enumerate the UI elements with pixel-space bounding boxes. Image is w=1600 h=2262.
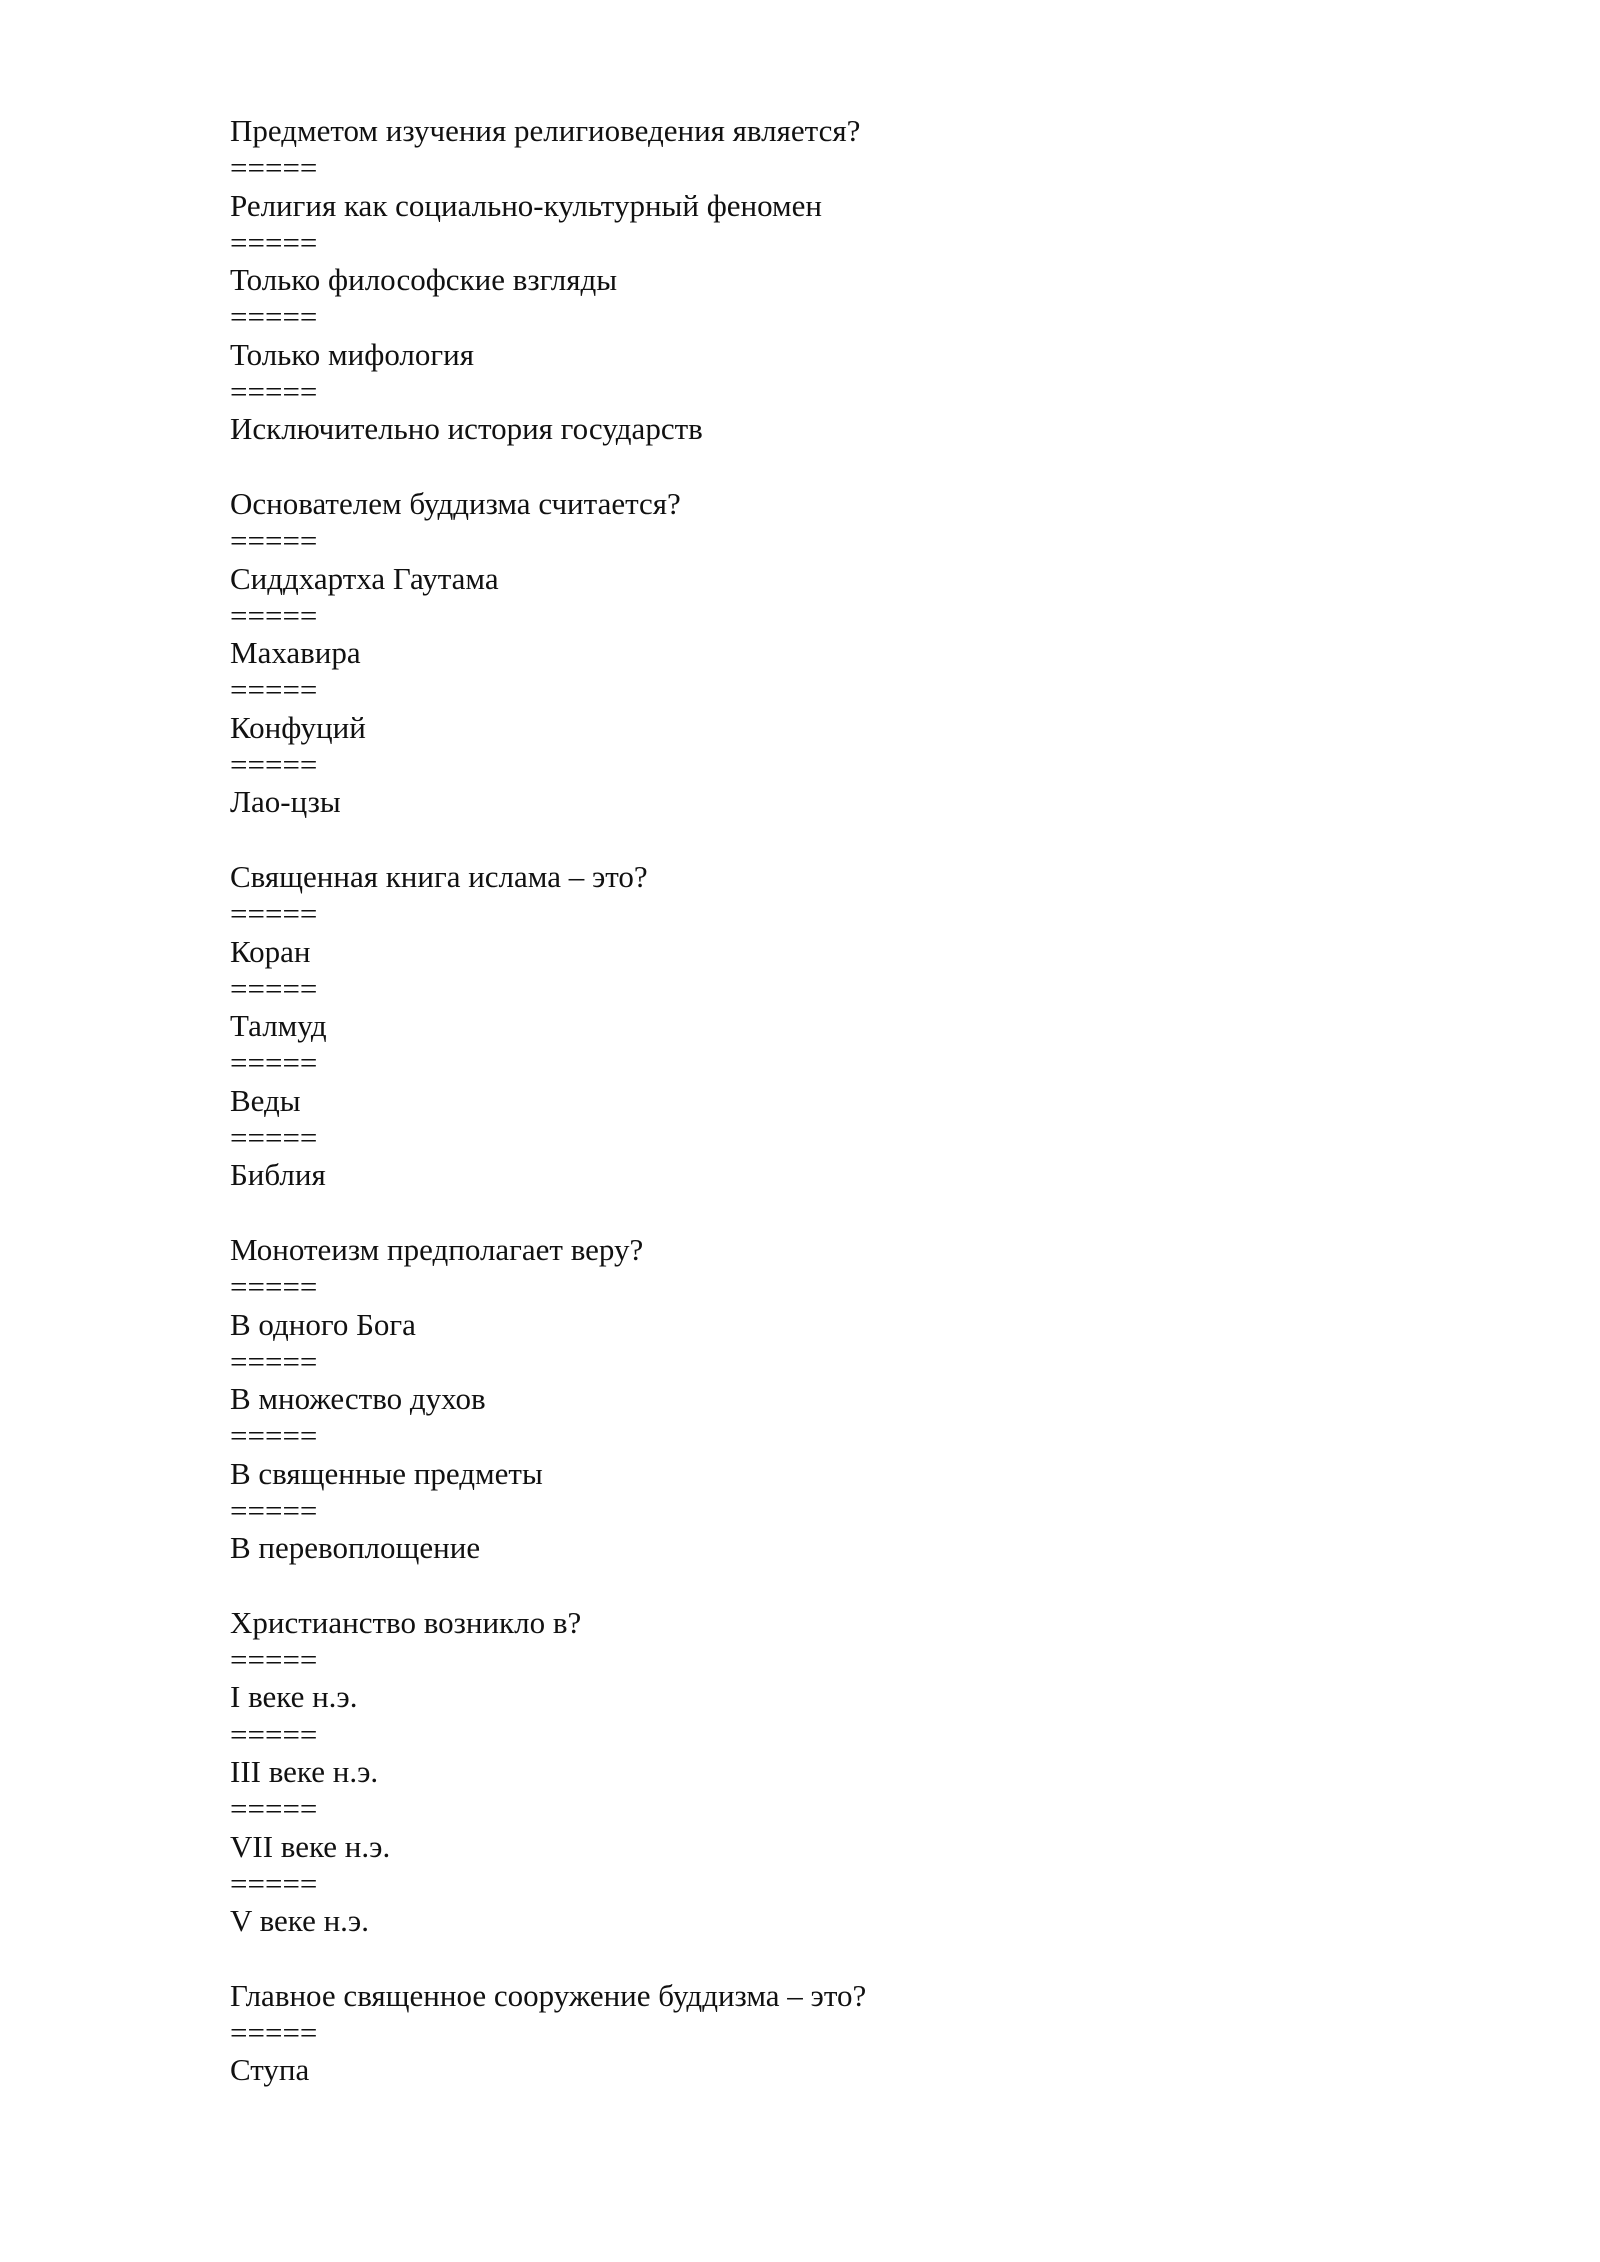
answer-option: Библия <box>230 1157 326 1193</box>
answer-separator: ===== <box>230 1343 318 1379</box>
answer-option: Коран <box>230 933 311 969</box>
question-block <box>230 1231 1430 1567</box>
answer-option: I веке н.э. <box>230 1679 358 1715</box>
answer-option: В перевоплощение <box>230 1530 481 1566</box>
answer-separator: ===== <box>230 224 318 260</box>
question-text: Священная книга ислама – это? <box>230 858 648 894</box>
answer-separator: ===== <box>230 597 318 633</box>
answer-option: В священные предметы <box>230 1455 543 1491</box>
question-block <box>230 485 1430 821</box>
answer-separator: ===== <box>230 1269 318 1305</box>
answer-option: III веке н.э. <box>230 1754 379 1790</box>
answer-option: Махавира <box>230 635 361 671</box>
answer-separator: ===== <box>230 1865 318 1901</box>
answer-option: Религия как социально-культурный феномен <box>230 187 823 223</box>
question-block <box>230 1977 1430 2089</box>
answer-separator: ===== <box>230 1418 318 1454</box>
answer-separator: ===== <box>230 672 318 708</box>
answer-separator: ===== <box>230 2015 318 2051</box>
question-block <box>230 1604 1430 1940</box>
answer-separator: ===== <box>230 1642 318 1678</box>
answer-separator: ===== <box>230 374 318 410</box>
question-block <box>230 112 1430 448</box>
answer-separator: ===== <box>230 1045 318 1081</box>
answer-option: Ступа <box>230 2052 310 2088</box>
question-text: Главное священное сооружение буддизма – это? <box>230 1977 867 2013</box>
answer-option: Только мифология <box>230 336 474 372</box>
answer-separator: ===== <box>230 1492 318 1528</box>
document-body <box>230 112 1430 2126</box>
answer-option: Талмуд <box>230 1008 327 1044</box>
answer-option: Только философские взгляды <box>230 262 618 298</box>
answer-option: В множество духов <box>230 1381 486 1417</box>
question-text: Христианство возникло в? <box>230 1604 582 1640</box>
answer-option: V веке н.э. <box>230 1903 369 1939</box>
answer-separator: ===== <box>230 1791 318 1827</box>
answer-separator: ===== <box>230 896 318 932</box>
answer-option: Веды <box>230 1082 301 1118</box>
answer-separator: ===== <box>230 1716 318 1752</box>
answer-separator: ===== <box>230 150 318 186</box>
question-block <box>230 858 1430 1194</box>
answer-separator: ===== <box>230 299 318 335</box>
question-text: Предметом изучения религиоведения является? <box>230 113 861 148</box>
answer-option: В одного Бога <box>230 1306 416 1342</box>
answer-separator: ===== <box>230 523 318 559</box>
answer-option: Исключительно история государств <box>230 411 703 447</box>
answer-option: Конфуций <box>230 709 366 745</box>
question-text: Основателем буддизма считается? <box>230 485 681 521</box>
answer-separator: ===== <box>230 970 318 1006</box>
answer-option: VII веке н.э. <box>230 1828 391 1864</box>
answer-option: Сиддхартха Гаутама <box>230 560 499 596</box>
question-text: Монотеизм предполагает веру? <box>230 1231 644 1267</box>
answer-separator: ===== <box>230 1120 318 1156</box>
answer-option: Лао-цзы <box>230 784 341 820</box>
answer-separator: ===== <box>230 747 318 783</box>
